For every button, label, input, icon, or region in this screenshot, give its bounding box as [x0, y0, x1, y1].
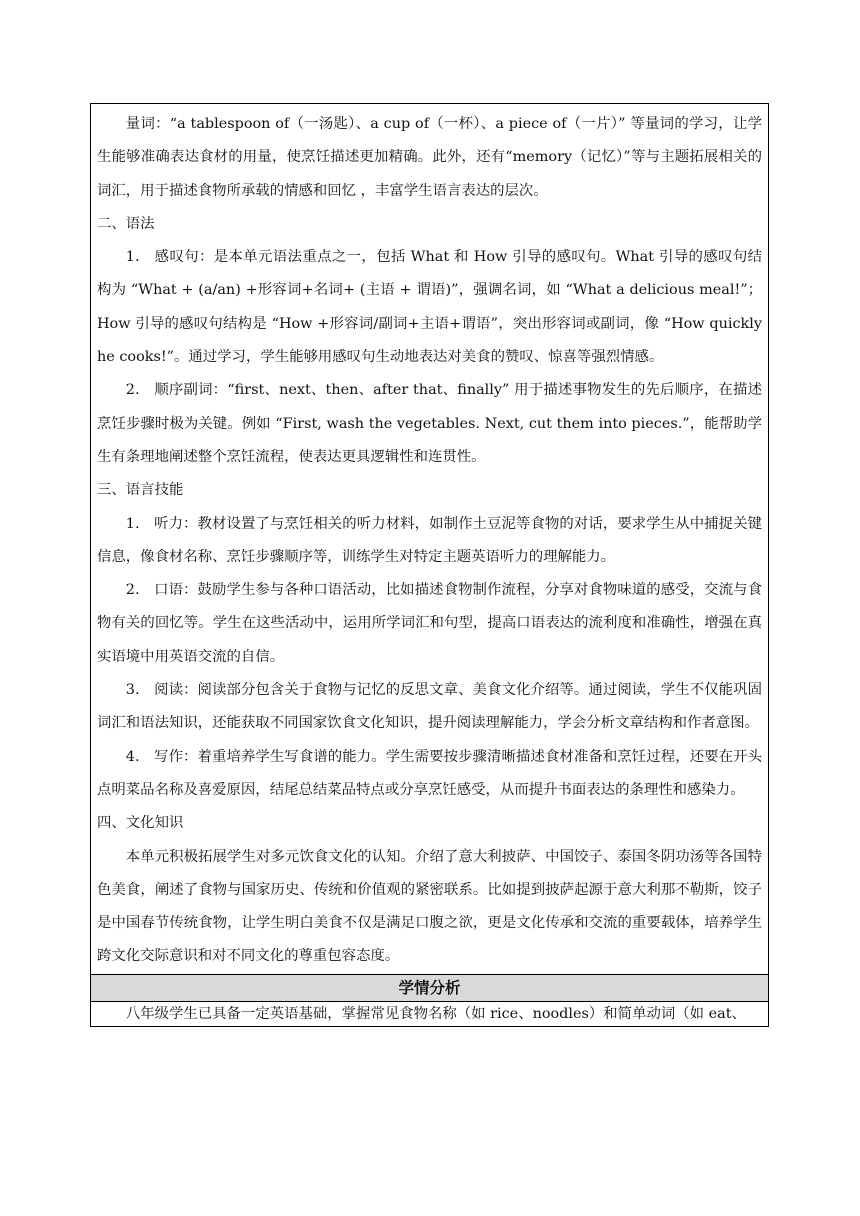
lesson-plan-table: [90, 103, 769, 1027]
skill-item-reading: 3. 阅读：阅读部分包含关于食物与记忆的反思文章、美食文化介绍等。通过阅读，学生不仅能巩固词汇和语法知识，还能获取不同国家饮食文化知识，提升阅读理解能力，学会分析文章结构和作者意图。: [97, 682, 762, 732]
section-header-learner-analysis: 学情分析: [91, 974, 768, 1002]
skill-item-writing: 4. 写作：着重培养学生写食谱的能力。学生需要按步骤清晰描述食材准备和烹饪过程，还要在开头点明菜品名称及喜爱原因，结尾总结菜品特点或分享烹饪感受，从而提升书面表达的条理性和感染力。: [97, 748, 762, 798]
content-analysis-cell: [91, 104, 768, 974]
skills-heading: 三、语言技能: [97, 482, 184, 499]
skill-item-listening: 1. 听力：教材设置了与烹饪相关的听力材料，如制作土豆泥等食物的对话，要求学生从中捕捉关键信息，像食材名称、烹饪步骤顺序等，训练学生对特定主题英语听力的理解能力。: [97, 515, 762, 565]
vocabulary-paragraph: 量词：“a tablespoon of（一汤匙）、a cup of（一杯）、a piece of（一片）” 等量词的学习，让学生能够准确表达食材的用量，使烹饪描述更加精确。此外，还有“memory（记忆）”等与主题拓展相关的词汇，用于描述食物所承载的情感和回忆 ，丰富学生语言表达的层次。: [97, 116, 762, 199]
grammar-item-sequence-adverbs: 2. 顺序副词：“first、next、then、after that、finally” 用于描述事物发生的先后顺序，在描述烹饪步骤时极为关键。例如 “First, wash the vegetables. Next, cut them into pieces.”，能帮助学生有条理地阐述整个烹饪流程，使表达更具逻辑性和连贯性。: [97, 382, 762, 465]
skill-item-speaking: 2. 口语：鼓励学生参与各种口语活动，比如描述食物制作流程，分享对食物味道的感受，交流与食物有关的回忆等。学生在这些活动中，运用所学词汇和句型，提高口语表达的流利度和准确性，增强在真实语境中用英语交流的自信。: [97, 582, 762, 665]
grammar-item-exclamations: 1. 感叹句：是本单元语法重点之一，包括 What 和 How 引导的感叹句。What 引导的感叹句结构为 “What + (a/an) +形容词+名词+ (主语 + 谓语)”，强调名词，如 “What a delicious meal!”；How 引导的感叹句结构是 “How +形容词/副词+主语+谓语”，突出形容词或副词，像 “How quickly he cooks!”。通过学习，学生能够用感叹句生动地表达对美食的赞叹、惊喜等强烈情感。: [97, 249, 762, 366]
learner-analysis-text: 八年级学生已具备一定英语基础，掌握常见食物名称（如 rice、noodles）和简单动词（如 eat、: [91, 1002, 768, 1027]
grammar-heading: 二、语法: [97, 215, 155, 232]
culture-paragraph: 本单元积极拓展学生对多元饮食文化的认知。介绍了意大利披萨、中国饺子、泰国冬阴功汤等各国特色美食，阐述了食物与国家历史、传统和价值观的紧密联系。比如提到披萨起源于意大利那不勒斯，饺子是中国春节传统食物，让学生明白美食不仅是满足口腹之欲，更是文化传承和交流的重要载体，培养学生跨文化交际意识和对不同文化的尊重包容态度。: [97, 848, 762, 965]
culture-heading: 四、文化知识: [97, 815, 184, 832]
